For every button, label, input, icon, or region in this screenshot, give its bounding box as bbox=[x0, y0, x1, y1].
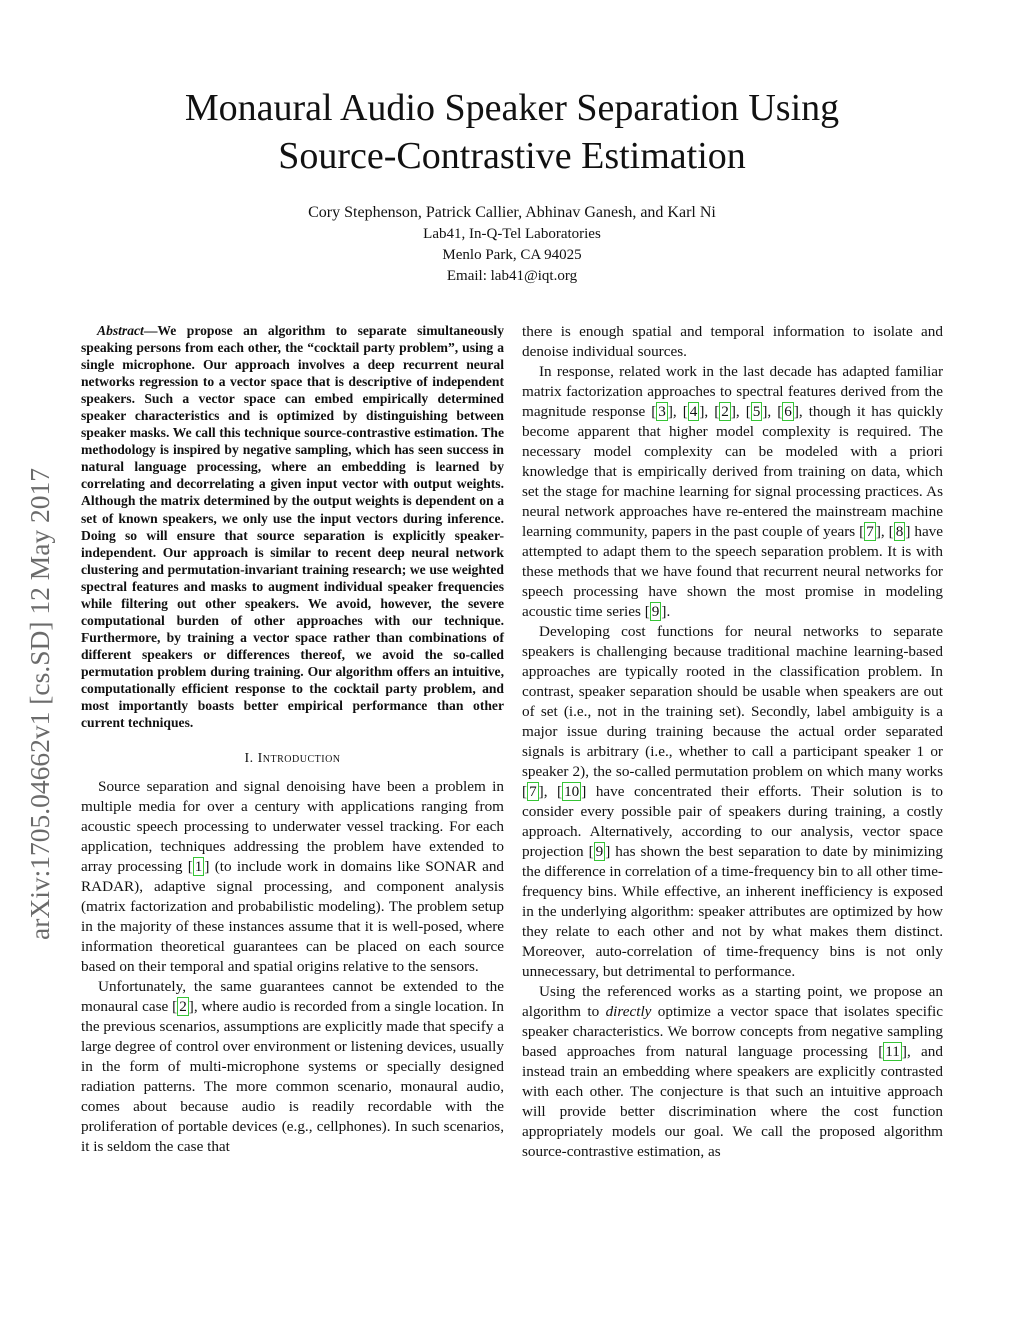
section-title: Introduction bbox=[257, 751, 341, 767]
citation-link[interactable]: 10 bbox=[564, 783, 580, 800]
citation-link[interactable]: 1 bbox=[194, 858, 203, 876]
affiliation: Lab41, In-Q-Tel Laboratories bbox=[423, 226, 601, 242]
citation-link[interactable]: 3 bbox=[658, 403, 666, 420]
citation-link[interactable]: 2 bbox=[721, 403, 729, 420]
citation-link[interactable]: 8 bbox=[895, 523, 904, 540]
citation-link[interactable]: 4 bbox=[689, 403, 698, 420]
title-line-1: Monaural Audio Speaker Separation Using bbox=[184, 87, 840, 129]
citation-link[interactable]: 7 bbox=[866, 523, 874, 540]
citation-link[interactable]: 5 bbox=[752, 403, 761, 420]
abstract-label: Abstract bbox=[97, 323, 144, 338]
citation-link[interactable]: 6 bbox=[784, 403, 792, 420]
citation-link[interactable]: 11 bbox=[885, 1043, 900, 1060]
location: Menlo Park, CA 94025 bbox=[442, 247, 582, 263]
intro-paragraph-5: Using the referenced works as a starting point, we propose an algorithm to directly optimize a vector space that isolates specific speaker characteristics. We borrow concepts from negative sampling based approaches from natural language processing [ 11 ], and instead train an embedding where speakers are explicitly contrasted with each other. The conjecture is that such an intuitive approach will provide better discrimination where the cost function appropriately models our goal. We call the proposed algorithm source-contrastive estimation, as bbox=[522, 983, 943, 1160]
intro-paragraph-1: Source separation and signal denoising have been a problem in multiple media for over a century with applications ranging from acoustic speech processing to underwater vessel tracking. For each application, techniques addressing the problem have extended to array processing [ 1 ] (to include work in domains like SONAR and RADAR), adaptive signal processing, and component analysis (matrix factorization and probabilistic modeling). The problem setup in the majority of these instances assume that it is well-posed, where information theoretical guarantees can be placed on each source based on their temporal and spatial origins relative to the sensors. bbox=[81, 778, 505, 976]
abstract bbox=[81, 322, 504, 731]
right-column bbox=[522, 322, 943, 1162]
intro-paragraph-4: Developing cost functions for neural networks to separate speakers is challenging because traditional machine learning-based approaches are typically rooted in the classification problem. In contrast, speaker separation should be usable when speakers are out of set (i.e., not in the training set). Secondly, label ambiguity is a major issue during training because the actual order separated signals is arbitrary (i.e., whether to call a participant speaker 1 or speaker 2), the so-called permutation problem on which many works [ 7 ], [ 10 ] have concentrated their efforts. Their solution is to consider every possible pair of speakers during training, a costly approach. Alternatively, according to our analysis, vector space projection [ 9 ] has shown the best separation to date by minimizing the difference in correlation of a time-frequency bin to all other time-frequency bins. While effective, an inherent inefficiency is exposed in the underlying algorithm: speaker attributes are optimized by how they relate to each other and not by what makes them distinct. Moreover, auto-correlation of time-frequency bins is not only unnecessary, but detrimental to performance. bbox=[522, 623, 943, 980]
citation-link[interactable]: 9 bbox=[595, 843, 604, 860]
abstract-text: —We propose an algorithm to separate simultaneously speaking persons from each other, the “cocktail party problem”, using a single microphone. Our approach involves a deep recurrent neural networks regression to a vector space that is descriptive of independent speakers. Such a vector space can embed empirically determined speaker characteristics and is optimized by distinguishing between speaker masks. We call this technique source-contrastive estimation. The methodology is inspired by negative sampling, which has seen success in natural language processing, where an embedding is learned by correlating and decorrelating a given input vector with output weights. Although the matrix determined by the output weights is dependent on a set of known speakers, we only use the input vectors during inference. Doing so will ensure that source separation is explicitly speaker-independent. Our approach is similar to recent deep neural network clustering and permutation-invariant training research; we use weighted spectral features and masks to augment individual speaker frequencies while filtering out other speakers. We avoid, however, the severe computational burden of other approaches with our technique. Furthermore, by training a vector space rather than combinations of different speakers or differences thereof, we avoid the so-called permutation problem during training. Our algorithm offers an intuitive, computationally efficient response to the cocktail party problem, and most importantly boasts better empirical performance than other current techniques. bbox=[81, 323, 504, 731]
arxiv-stamp: arXiv:1705.04662v1 [cs.SD] 12 May 2017 bbox=[24, 467, 55, 940]
intro-paragraph-2-cont: there is enough spatial and temporal information to isolate and denoise individual sources. bbox=[522, 323, 943, 360]
section-number: I. bbox=[244, 751, 254, 767]
intro-paragraph-2: Unfortunately, the same guarantees cannot be extended to the monaural case [ 2 ], where audio is recorded from a single location. In the previous scenarios, assumptions are explicitly made that specify a large degree of control over environment or listening devices, usually in the form of multi-microphone systems or specially designed radiation patterns. The more common scenario, monaural audio, comes about because audio is readily recordable with the proliferation of portable devices (e.g., cellphones). In such scenarios, it is seldom the case that bbox=[81, 978, 504, 1156]
citation-link[interactable]: 7 bbox=[529, 783, 537, 800]
title-line-2: Source-Contrastive Estimation bbox=[278, 135, 746, 177]
left-column bbox=[81, 322, 504, 1157]
authors: Cory Stephenson, Patrick Callier, Abhinav Ganesh, and Karl Ni bbox=[308, 204, 716, 221]
paper-title bbox=[100, 84, 924, 180]
section-heading-introduction bbox=[81, 751, 504, 767]
intro-paragraph-3: In response, related work in the last decade has adapted familiar matrix factorization approaches to spectral features derived from the magnitude response [ 3 ], [ 4 ], [ 2 ], [ 5 ], [ 6 ], though it has quickly become apparent that higher model complexity is required. The necessary model complexity can be modeled with a priori knowledge that is empirically derived from training on data, which set the stage for machine learning for signal processing practices. As neural network approaches have re-entered the mainstream machine learning community, papers in the past couple of years [ 7 ], [ 8 ] have attempted to adapt them to the speech separation problem. It is with these methods that we have found that recurrent neural networks for speech processing have shown the most promise in modeling acoustic time series [ 9 ]. bbox=[522, 363, 944, 620]
email: Email: lab41@iqt.org bbox=[446, 268, 578, 284]
citation-link[interactable]: 9 bbox=[651, 603, 660, 620]
citation-link[interactable]: 2 bbox=[179, 998, 187, 1016]
